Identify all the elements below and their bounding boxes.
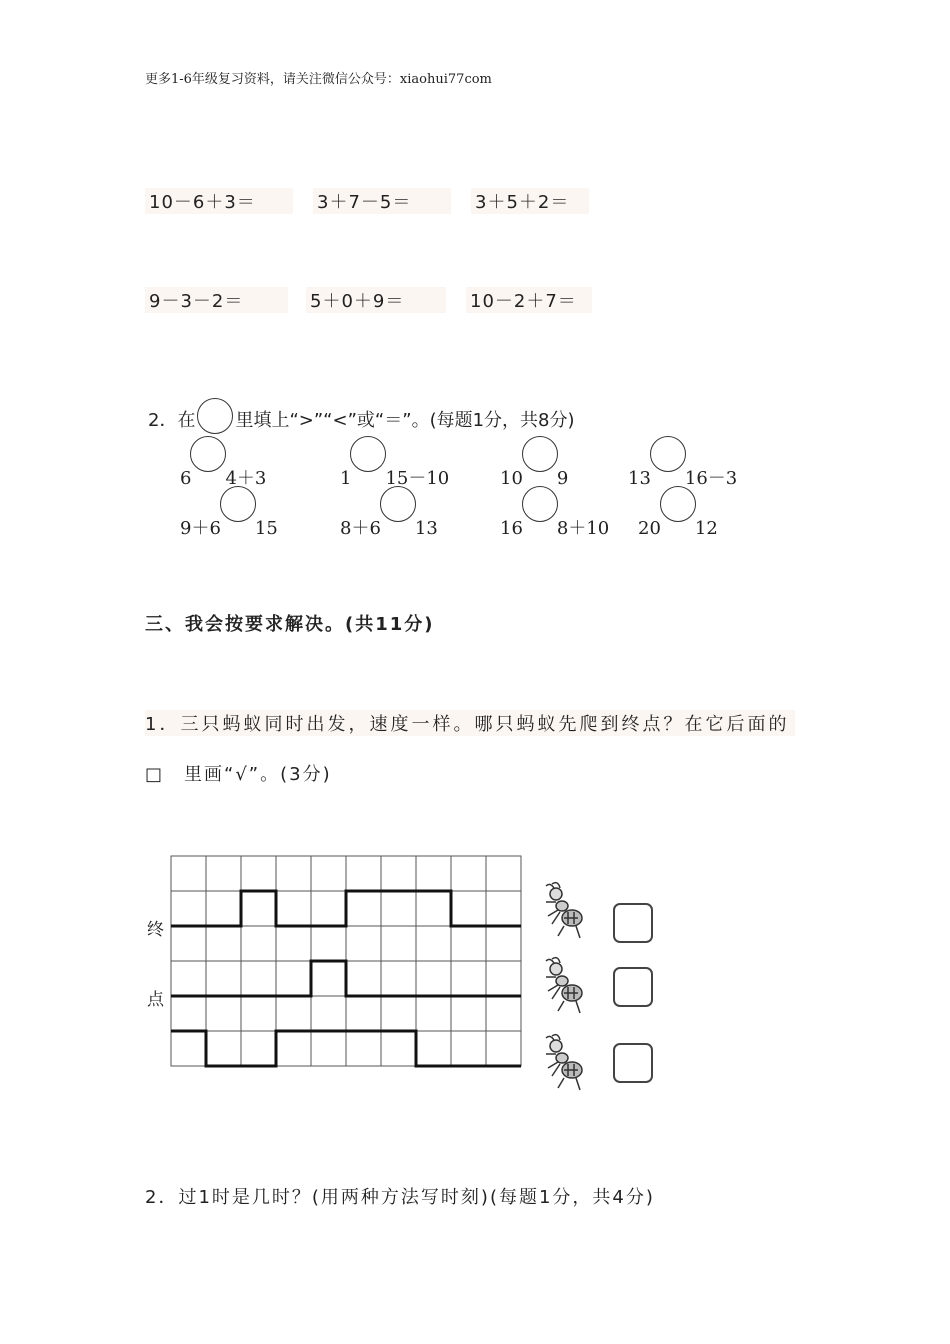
question-1-line-1: 1．三只蚂蚁同时出发，速度一样。哪只蚂蚁先爬到终点？在它后面的 [145,710,795,736]
answer-circle[interactable] [660,486,696,522]
answer-box-ant-1[interactable] [613,903,653,943]
ant-icon [538,1032,588,1092]
equation: 9－3－2＝ [145,287,288,313]
compare-item: 16 8＋10 [500,500,609,540]
finish-label-bottom: 点 [147,990,164,1010]
question-2-section-3: 2．过1时是几时？(用两种方法写时刻)(每题1分，共4分) [145,1187,655,1208]
equation: 10－2＋7＝ [466,287,592,313]
compare-item: 13 16－3 [628,450,737,490]
page-header-note: 更多1-6年级复习资料，请关注微信公众号：xiaohui77com [145,72,492,87]
section-3-title: 三、我会按要求解决。(共11分) [145,614,435,635]
equation: 3＋5＋2＝ [471,188,589,214]
equation-row-1 [145,188,589,214]
question-1-line-2: □ 里画“√”。(3分) [145,764,332,785]
path-2 [171,961,521,996]
answer-circle[interactable] [220,486,256,522]
compare-item: 10 9 [500,450,568,489]
ant-icon [538,880,588,940]
question-2-title: 2．在 里填上“>”“<”或“＝”。(每题1分，共8分) [148,398,575,434]
ant-icon [538,955,588,1015]
answer-circle[interactable] [380,486,416,522]
answer-circle[interactable] [190,436,226,472]
equation: 10－6＋3＝ [145,188,293,214]
finish-label-top: 终 [147,920,164,940]
compare-item: 1 15－10 [340,450,449,490]
equation-row-2 [145,287,592,313]
path-1 [171,891,521,926]
equation: 5＋0＋9＝ [306,287,446,313]
answer-circle [197,398,233,434]
compare-item: 20 12 [638,500,718,539]
answer-box-ant-3[interactable] [613,1043,653,1083]
ant-path-grid [170,855,525,1070]
answer-circle[interactable] [650,436,686,472]
equation: 3＋7－5＝ [313,188,451,214]
compare-item: 9＋6 15 [180,500,278,540]
answer-circle[interactable] [350,436,386,472]
compare-item: 8＋6 13 [340,500,438,540]
answer-circle[interactable] [522,486,558,522]
answer-box-ant-2[interactable] [613,967,653,1007]
answer-circle[interactable] [522,436,558,472]
compare-item: 6 4＋3 [180,450,266,490]
